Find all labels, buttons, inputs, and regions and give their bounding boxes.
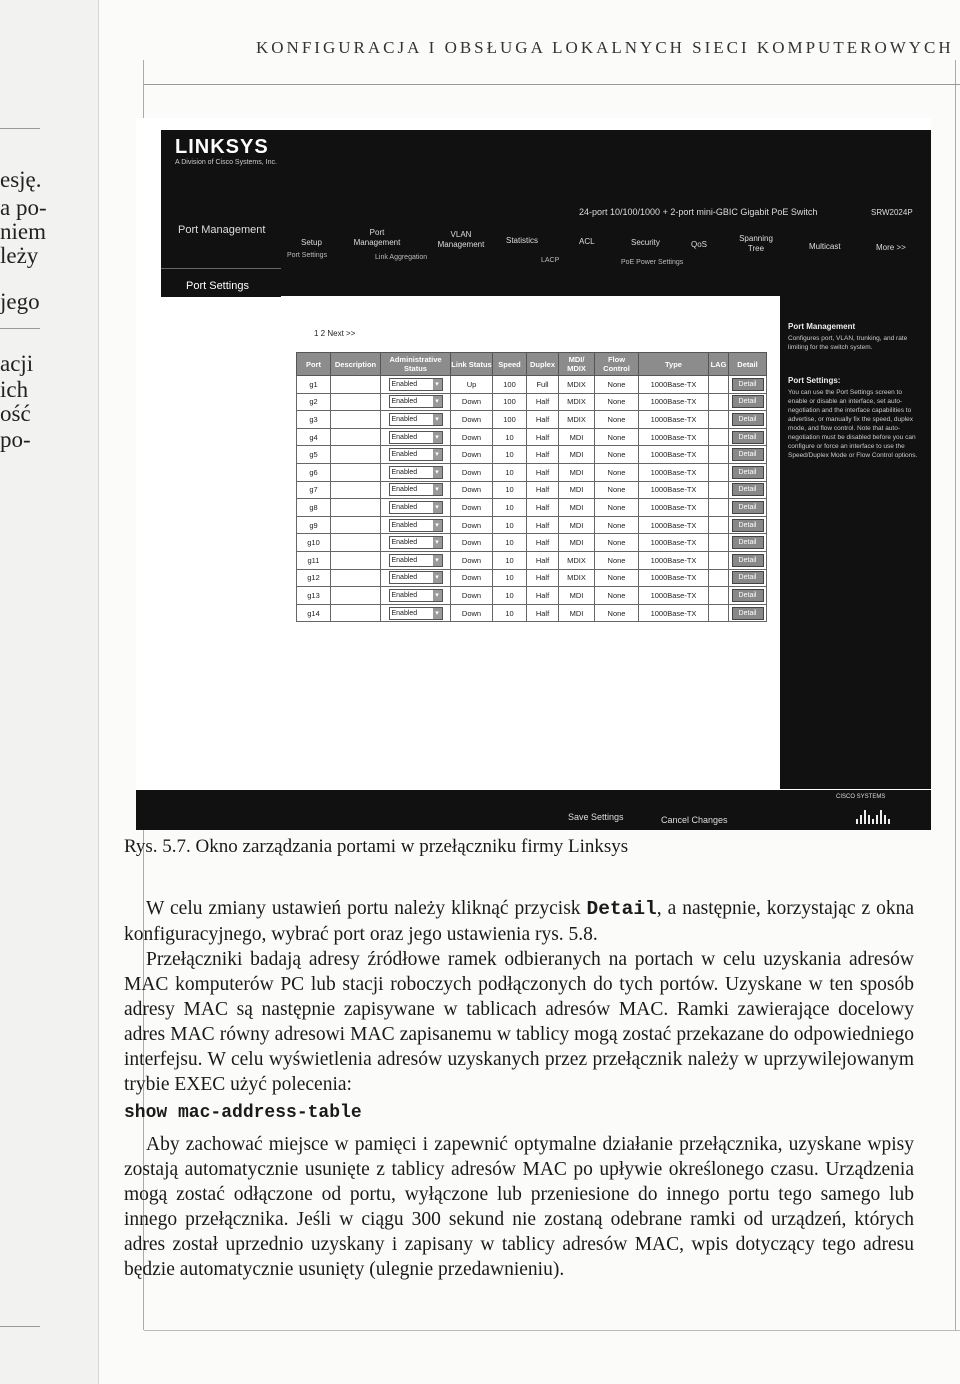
- table-row: [297, 604, 767, 622]
- detail-button[interactable]: Detail: [732, 431, 764, 444]
- table-cell: g4: [297, 428, 331, 446]
- description-input[interactable]: [335, 572, 377, 582]
- gutter-rule: [0, 1326, 40, 1327]
- paragraph: [124, 896, 914, 947]
- column-header: Detail: [729, 353, 767, 376]
- table-cell: 1000Base-TX: [639, 428, 709, 446]
- table-cell: None: [595, 499, 639, 517]
- nav-vlan-management[interactable]: VLAN Management: [437, 230, 485, 249]
- table-cell: Half: [527, 446, 559, 464]
- cisco-label: CISCO SYSTEMS: [836, 794, 886, 800]
- description-input[interactable]: [335, 501, 377, 511]
- nav-statistics[interactable]: Statistics: [506, 236, 539, 245]
- admin-status-select[interactable]: Enabled ▾: [389, 466, 443, 479]
- section-title: Port Management: [178, 224, 266, 236]
- table-cell: [381, 428, 451, 446]
- table-cell: Half: [527, 534, 559, 552]
- table-cell: MDI: [559, 534, 595, 552]
- table-cell: Down: [451, 411, 493, 429]
- table-cell: MDIX: [559, 569, 595, 587]
- column-header: LAG: [709, 353, 729, 376]
- table-cell: Down: [451, 463, 493, 481]
- detail-button[interactable]: Detail: [732, 501, 764, 514]
- table-cell: 1000Base-TX: [639, 534, 709, 552]
- table-cell: [381, 551, 451, 569]
- table-cell: None: [595, 604, 639, 622]
- table-cell: MDI: [559, 516, 595, 534]
- admin-status-select[interactable]: Enabled ▾: [389, 483, 443, 496]
- table-cell: g7: [297, 481, 331, 499]
- header-rule: [144, 84, 960, 85]
- table-cell: [331, 376, 381, 394]
- table-cell: [729, 481, 767, 499]
- table-cell: 10: [493, 516, 527, 534]
- table-cell: None: [595, 551, 639, 569]
- table-row: [297, 411, 767, 429]
- table-cell: g2: [297, 393, 331, 411]
- detail-button[interactable]: Detail: [732, 413, 764, 426]
- description-input[interactable]: [335, 589, 377, 599]
- table-cell: None: [595, 463, 639, 481]
- table-cell: [709, 569, 729, 587]
- description-input[interactable]: [335, 554, 377, 564]
- detail-button[interactable]: Detail: [732, 571, 764, 584]
- gutter-rule: [0, 328, 40, 329]
- admin-status-select[interactable]: Enabled ▾: [389, 501, 443, 514]
- table-cell: [381, 499, 451, 517]
- detail-button[interactable]: Detail: [732, 519, 764, 532]
- column-header: Description: [331, 353, 381, 376]
- subnav-link-aggregation[interactable]: Link Aggregation: [375, 254, 428, 261]
- previous-page-gutter: [0, 0, 99, 1384]
- table-cell: None: [595, 534, 639, 552]
- table-cell: g10: [297, 534, 331, 552]
- table-cell: [709, 411, 729, 429]
- table-row: [297, 551, 767, 569]
- table-cell: [729, 604, 767, 622]
- table-cell: 1000Base-TX: [639, 569, 709, 587]
- table-cell: [729, 393, 767, 411]
- table-cell: Down: [451, 604, 493, 622]
- table-cell: [709, 604, 729, 622]
- table-cell: [331, 463, 381, 481]
- admin-status-select[interactable]: Enabled ▾: [389, 395, 443, 408]
- column-header: Link Status: [451, 353, 493, 376]
- table-cell: g1: [297, 376, 331, 394]
- table-cell: MDI: [559, 604, 595, 622]
- admin-status-select[interactable]: Enabled ▾: [389, 519, 443, 532]
- table-cell: [729, 587, 767, 605]
- table-cell: None: [595, 446, 639, 464]
- admin-status-select[interactable]: Enabled ▾: [389, 431, 443, 444]
- detail-button[interactable]: Detail: [732, 554, 764, 567]
- table-cell: [729, 376, 767, 394]
- table-row: [297, 463, 767, 481]
- detail-button[interactable]: Detail: [732, 395, 764, 408]
- table-cell: [729, 551, 767, 569]
- gutter-fragment: leży: [0, 243, 39, 268]
- table-cell: [381, 534, 451, 552]
- table-cell: [709, 499, 729, 517]
- gutter-fragment: ość: [0, 401, 31, 426]
- table-cell: g11: [297, 551, 331, 569]
- table-cell: 1000Base-TX: [639, 516, 709, 534]
- table-cell: Half: [527, 463, 559, 481]
- table-cell: [381, 393, 451, 411]
- table-cell: [381, 587, 451, 605]
- table-row: [297, 376, 767, 394]
- detail-button[interactable]: Detail: [732, 589, 764, 602]
- table-cell: None: [595, 587, 639, 605]
- description-input[interactable]: [335, 431, 377, 441]
- detail-button[interactable]: Detail: [732, 466, 764, 479]
- nav-security[interactable]: Security: [631, 238, 660, 247]
- table-cell: [381, 604, 451, 622]
- pagination[interactable]: 1 2 Next >>: [314, 329, 356, 338]
- table-cell: Half: [527, 516, 559, 534]
- description-input[interactable]: [335, 519, 377, 529]
- table-cell: [729, 569, 767, 587]
- nav-qos[interactable]: QoS: [691, 240, 708, 249]
- detail-button[interactable]: Detail: [732, 378, 764, 391]
- table-header-row: [297, 353, 767, 376]
- table-cell: [729, 516, 767, 534]
- table-cell: [709, 463, 729, 481]
- column-header: MDI/ MDIX: [559, 353, 595, 376]
- nav-spanning-tree[interactable]: Spanning Tree: [739, 234, 773, 253]
- detail-button[interactable]: Detail: [732, 483, 764, 496]
- table-cell: [331, 446, 381, 464]
- table-cell: [709, 393, 729, 411]
- table-cell: [381, 376, 451, 394]
- nav-port-management[interactable]: Port Management: [353, 228, 401, 247]
- help-title-port-management: Port Management: [788, 322, 856, 331]
- table-cell: Full: [527, 376, 559, 394]
- table-cell: Down: [451, 569, 493, 587]
- table-cell: g12: [297, 569, 331, 587]
- table-cell: [709, 481, 729, 499]
- table-cell: g9: [297, 516, 331, 534]
- logo-subtitle: A Division of Cisco Systems, Inc.: [175, 159, 277, 166]
- gutter-rule: [0, 128, 40, 129]
- table-cell: [729, 411, 767, 429]
- description-input[interactable]: [335, 484, 377, 494]
- table-cell: 10: [493, 481, 527, 499]
- table-cell: 1000Base-TX: [639, 376, 709, 394]
- table-cell: Down: [451, 534, 493, 552]
- gutter-fragment: acji: [0, 351, 34, 376]
- help-text-port-settings: You can use the Port Settings screen to enable or disable an interface, set auto-negotiation and the interface capabilities to advertise, or manually fix the speed, duplex mode, and flow control. Note that auto-negotiation must be disabled before you can configure or force an interface to use the Speed/Duplex Mode or Flow Control options.: [788, 389, 918, 459]
- admin-status-select[interactable]: Enabled ▾: [389, 413, 443, 426]
- gutter-fragment: niem: [0, 219, 46, 244]
- table-cell: 1000Base-TX: [639, 463, 709, 481]
- table-cell: [729, 463, 767, 481]
- table-row: [297, 481, 767, 499]
- table-cell: g5: [297, 446, 331, 464]
- table-cell: Half: [527, 587, 559, 605]
- table-cell: [709, 587, 729, 605]
- product-name: 24-port 10/100/1000 + 2-port mini-GBIC Gigabit PoE Switch: [579, 207, 818, 217]
- bottom-bar: [136, 790, 931, 830]
- detail-button[interactable]: Detail: [732, 448, 764, 461]
- table-row: [297, 428, 767, 446]
- table-cell: 100: [493, 411, 527, 429]
- table-cell: MDI: [559, 428, 595, 446]
- nav-acl[interactable]: ACL: [579, 237, 595, 246]
- table-cell: Half: [527, 481, 559, 499]
- admin-status-select[interactable]: Enabled ▾: [389, 607, 443, 620]
- table-cell: None: [595, 393, 639, 411]
- table-cell: Down: [451, 551, 493, 569]
- table-cell: g3: [297, 411, 331, 429]
- gutter-fragment: jego: [0, 289, 40, 314]
- table-cell: Down: [451, 587, 493, 605]
- bottom-rule: [144, 1330, 960, 1331]
- table-cell: 1000Base-TX: [639, 411, 709, 429]
- table-cell: 10: [493, 534, 527, 552]
- table-cell: MDI: [559, 481, 595, 499]
- table-cell: Down: [451, 516, 493, 534]
- gutter-fragment: po-: [0, 427, 31, 452]
- table-cell: Down: [451, 393, 493, 411]
- left-panel-title: Port Settings: [186, 280, 249, 292]
- table-cell: [331, 411, 381, 429]
- description-input[interactable]: [335, 449, 377, 459]
- admin-status-select[interactable]: Enabled ▾: [389, 589, 443, 602]
- detail-button[interactable]: Detail: [732, 536, 764, 549]
- admin-status-select[interactable]: Enabled ▾: [389, 378, 443, 391]
- detail-button[interactable]: Detail: [732, 607, 764, 620]
- table-body: [297, 376, 767, 622]
- description-input[interactable]: [335, 466, 377, 476]
- table-cell: MDI: [559, 463, 595, 481]
- table-cell: g13: [297, 587, 331, 605]
- table-cell: [331, 534, 381, 552]
- table-cell: Down: [451, 428, 493, 446]
- table-cell: 1000Base-TX: [639, 551, 709, 569]
- table-row: [297, 516, 767, 534]
- table-row: [297, 587, 767, 605]
- command-line: show mac-address-table: [124, 1103, 362, 1123]
- nav-setup[interactable]: Setup: [301, 238, 322, 247]
- nav-more[interactable]: More >>: [876, 243, 906, 252]
- table-cell: None: [595, 376, 639, 394]
- table-cell: [331, 428, 381, 446]
- table-cell: Half: [527, 428, 559, 446]
- table-cell: [331, 551, 381, 569]
- description-input[interactable]: [335, 537, 377, 547]
- margin-line: [955, 60, 956, 1330]
- table-cell: MDIX: [559, 551, 595, 569]
- description-input[interactable]: [335, 378, 377, 388]
- table-cell: [381, 481, 451, 499]
- subnav-port-settings[interactable]: Port Settings: [287, 252, 328, 259]
- table-cell: None: [595, 569, 639, 587]
- table-cell: MDIX: [559, 393, 595, 411]
- table-cell: [729, 534, 767, 552]
- table-cell: Half: [527, 551, 559, 569]
- column-header: Duplex: [527, 353, 559, 376]
- table-cell: [729, 446, 767, 464]
- table-cell: MDIX: [559, 376, 595, 394]
- description-input[interactable]: [335, 396, 377, 406]
- table-cell: [331, 499, 381, 517]
- table-cell: 10: [493, 551, 527, 569]
- table-cell: 1000Base-TX: [639, 481, 709, 499]
- subnav-poe-power-settings[interactable]: PoE Power Settings: [621, 259, 684, 266]
- port-settings-table: [296, 352, 767, 622]
- table-cell: [381, 569, 451, 587]
- table-cell: MDIX: [559, 411, 595, 429]
- table-cell: 10: [493, 499, 527, 517]
- table-cell: 1000Base-TX: [639, 393, 709, 411]
- table-cell: g8: [297, 499, 331, 517]
- table-cell: 100: [493, 393, 527, 411]
- paragraph-text: , a następnie, korzystając z okna konfiguracyjnego, wybrać port oraz jego ustawienia rys. 5.8.: [124, 898, 914, 945]
- table-cell: [729, 499, 767, 517]
- table-cell: Down: [451, 446, 493, 464]
- table-cell: Up: [451, 376, 493, 394]
- table-cell: [381, 463, 451, 481]
- cisco-logo-icon: [854, 806, 894, 824]
- inline-code: Detail: [586, 898, 657, 920]
- table-cell: [709, 376, 729, 394]
- table-cell: 1000Base-TX: [639, 499, 709, 517]
- admin-status-select[interactable]: Enabled ▾: [389, 536, 443, 549]
- table-cell: [709, 446, 729, 464]
- admin-status-select[interactable]: Enabled ▾: [389, 448, 443, 461]
- paragraph-text: W celu zmiany ustawień portu należy kliknąć przycisk: [146, 898, 587, 919]
- model-name: SRW2024P: [871, 208, 913, 217]
- help-title-port-settings: Port Settings:: [788, 376, 841, 385]
- help-panel: [780, 296, 931, 789]
- table-cell: 10: [493, 569, 527, 587]
- table-cell: MDI: [559, 499, 595, 517]
- table-cell: [709, 428, 729, 446]
- column-header: Port: [297, 353, 331, 376]
- table-cell: [331, 481, 381, 499]
- description-input[interactable]: [335, 607, 377, 617]
- cancel-changes-button[interactable]: Cancel Changes: [661, 815, 728, 825]
- table-cell: [331, 604, 381, 622]
- table-cell: [381, 516, 451, 534]
- table-cell: None: [595, 411, 639, 429]
- save-settings-button[interactable]: Save Settings: [568, 812, 624, 822]
- figure-caption: Rys. 5.7. Okno zarządzania portami w przełączniku firmy Linksys: [124, 836, 629, 857]
- linksys-screenshot: [136, 118, 931, 830]
- table-row: [297, 393, 767, 411]
- table-cell: None: [595, 516, 639, 534]
- table-cell: 10: [493, 446, 527, 464]
- table-row: [297, 499, 767, 517]
- table-cell: [709, 516, 729, 534]
- table-cell: Down: [451, 481, 493, 499]
- admin-status-select[interactable]: Enabled ▾: [389, 554, 443, 567]
- table-row: [297, 446, 767, 464]
- table-row: [297, 569, 767, 587]
- paragraph: Przełączniki badają adresy źródłowe ramek odbieranych na portach w celu uzyskania adresów MAC komputerów PC lub stacji roboczych podłączonych do tych portów. Uzyskane w ten sposób adresy MAC są następnie zapisywane w tablicach adresów MAC. Ramki zawierające docelowy adres MAC równy adresowi MAC zapisanemu w tablicy mogą zostać przekazane do odpowiedniego interfejsu. W celu wyświetlenia adresów uzyskanych przez przełącznik należy w uprzywilejowanym trybie EXEC użyć polecenia:: [124, 949, 914, 1095]
- table-cell: 10: [493, 463, 527, 481]
- table-cell: Half: [527, 411, 559, 429]
- table-cell: MDI: [559, 587, 595, 605]
- table-cell: [729, 428, 767, 446]
- column-header: Speed: [493, 353, 527, 376]
- table-cell: None: [595, 428, 639, 446]
- column-header: Administrative Status: [381, 353, 451, 376]
- table-cell: 1000Base-TX: [639, 587, 709, 605]
- table-cell: [331, 516, 381, 534]
- table-cell: 10: [493, 587, 527, 605]
- table-cell: [331, 587, 381, 605]
- admin-status-select[interactable]: Enabled ▾: [389, 571, 443, 584]
- column-header: Flow Control: [595, 353, 639, 376]
- table-cell: Half: [527, 569, 559, 587]
- nav-multicast[interactable]: Multicast: [809, 242, 841, 251]
- gutter-fragment: esję.: [0, 167, 42, 192]
- table-cell: Half: [527, 499, 559, 517]
- column-header: Type: [639, 353, 709, 376]
- table-cell: [709, 551, 729, 569]
- table-cell: [331, 393, 381, 411]
- table-cell: 100: [493, 376, 527, 394]
- running-header: KONFIGURACJA I OBSŁUGA LOKALNYCH SIECI KOMPUTEROWYCH: [256, 38, 954, 57]
- body-text: [124, 896, 914, 1282]
- table-cell: [381, 446, 451, 464]
- table-cell: None: [595, 481, 639, 499]
- table-cell: [709, 534, 729, 552]
- subnav-lacp[interactable]: LACP: [541, 257, 560, 264]
- table-cell: 1000Base-TX: [639, 604, 709, 622]
- table-cell: 1000Base-TX: [639, 446, 709, 464]
- table-cell: 10: [493, 604, 527, 622]
- paragraph: Aby zachować miejsce w pamięci i zapewnić optymalne działanie przełącznika, uzyskane wpisy zostają automatycznie usunięte z tablicy adresów MAC po upływie określonego czasu. Urządzenia mogą zostać odłączone od portu, wyłączone lub przeniesione do innego portu tego samego lub innego przełącznika. Jeśli w ciągu 300 sekund nie zostaną odebrane ramki od urządzeń, których adres został uprzednio uzyskany i zapisany w tablicy adresów MAC, wpis dotyczący tego adresu będzie automatycznie usunięty (ulegnie przedawnieniu).: [124, 1134, 914, 1280]
- table-cell: Down: [451, 499, 493, 517]
- gutter-fragment: a po-: [0, 195, 47, 220]
- table-cell: 10: [493, 428, 527, 446]
- linksys-logo: LINKSYS: [175, 136, 269, 158]
- table-cell: Half: [527, 604, 559, 622]
- gutter-fragment: ich: [0, 377, 29, 402]
- description-input[interactable]: [335, 413, 377, 423]
- table-row: [297, 534, 767, 552]
- help-text-port-management: Configures port, VLAN, trunking, and rate limiting for the switch system.: [788, 335, 908, 351]
- table-cell: [381, 411, 451, 429]
- table-cell: g6: [297, 463, 331, 481]
- table-cell: g14: [297, 604, 331, 622]
- table-cell: Half: [527, 393, 559, 411]
- table-cell: MDI: [559, 446, 595, 464]
- table-cell: [331, 569, 381, 587]
